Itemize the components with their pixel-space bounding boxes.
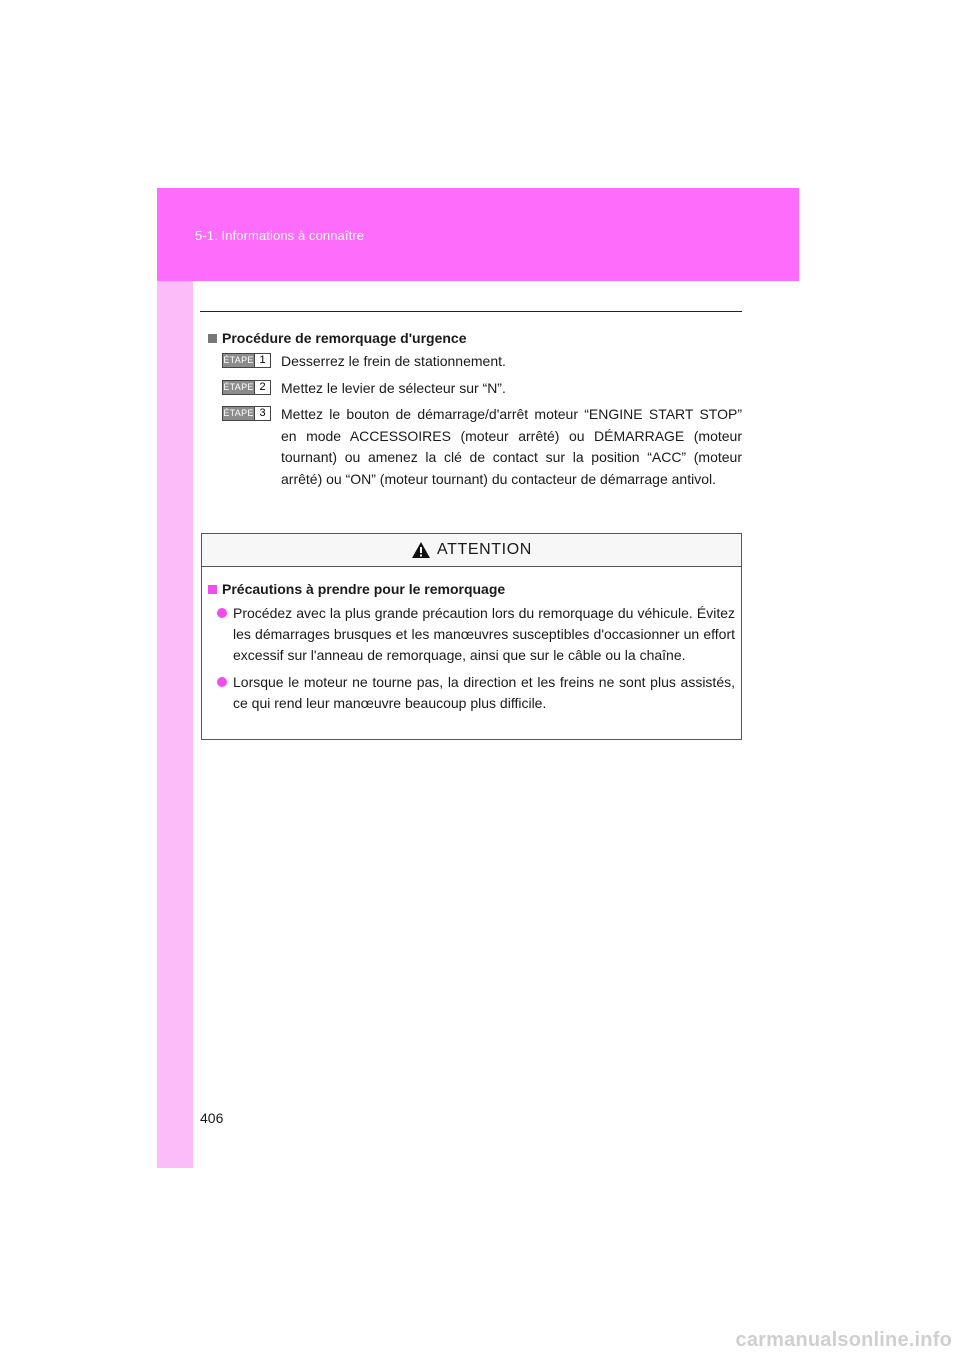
step-number: 1 (254, 354, 270, 367)
attention-bullet (208, 603, 735, 666)
step-badge (222, 353, 271, 368)
step-text: Desserrez le frein de stationnement. (281, 353, 506, 369)
attention-title: Précautions à prendre pour le remorquage (222, 581, 506, 597)
step-label: ÉTAPE (223, 381, 254, 394)
square-bullet-icon (208, 334, 217, 343)
procedure-heading (208, 330, 467, 346)
step-label: ÉTAPE (223, 354, 254, 367)
step-badge (222, 406, 271, 421)
attention-bullet (208, 672, 735, 714)
step-badge (222, 380, 271, 395)
step-text: Mettez le levier de sélecteur sur “N”. (281, 380, 506, 396)
bullet-text: Lorsque le moteur ne tourne pas, la direction et les freins ne sont plus assistés, ce qui rend leur manœuvre beaucoup plus difficile. (233, 674, 735, 711)
attention-title-row (208, 581, 735, 597)
watermark: carmanualsonline.info (735, 1329, 952, 1351)
step-text: Mettez le bouton de démarrage/d'arrêt moteur “ENGINE START STOP” en mode ACCESSOIRES (moteur arrêté) ou DÉMARRAGE (moteur tournant) ou amenez la clé de contact sur la position “ACC” (moteur arrêté) ou “ON” (moteur tournant) du contacteur de démarrage antivol. (281, 406, 742, 487)
side-strip (157, 188, 193, 1168)
attention-header (202, 534, 741, 567)
attention-box (201, 533, 742, 740)
step-3 (222, 404, 742, 490)
chapter-header (157, 188, 799, 281)
page-number: 406 (200, 1110, 224, 1126)
circle-bullet-icon (217, 677, 227, 687)
step-2 (222, 378, 742, 400)
step-1 (222, 351, 742, 373)
square-bullet-icon (208, 585, 217, 594)
attention-body (202, 567, 741, 714)
bullet-text: Procédez avec la plus grande précaution lors du remorquage du véhicule. Évitez les démarrages brusques et les manœuvres susceptibles d'occasionner un effort excessif sur l'anneau de remorquage, ainsi que sur le câble ou la chaîne. (233, 605, 735, 663)
attention-heading: ATTENTION (437, 541, 532, 558)
step-number: 3 (254, 407, 270, 420)
circle-bullet-icon (217, 608, 227, 618)
step-number: 2 (254, 381, 270, 394)
step-label: ÉTAPE (223, 407, 254, 420)
warning-triangle-icon (411, 541, 431, 559)
procedure-title: Procédure de remorquage d'urgence (222, 330, 467, 346)
chapter-title: 5-1. Informations à connaître (195, 228, 365, 243)
divider (200, 311, 742, 312)
